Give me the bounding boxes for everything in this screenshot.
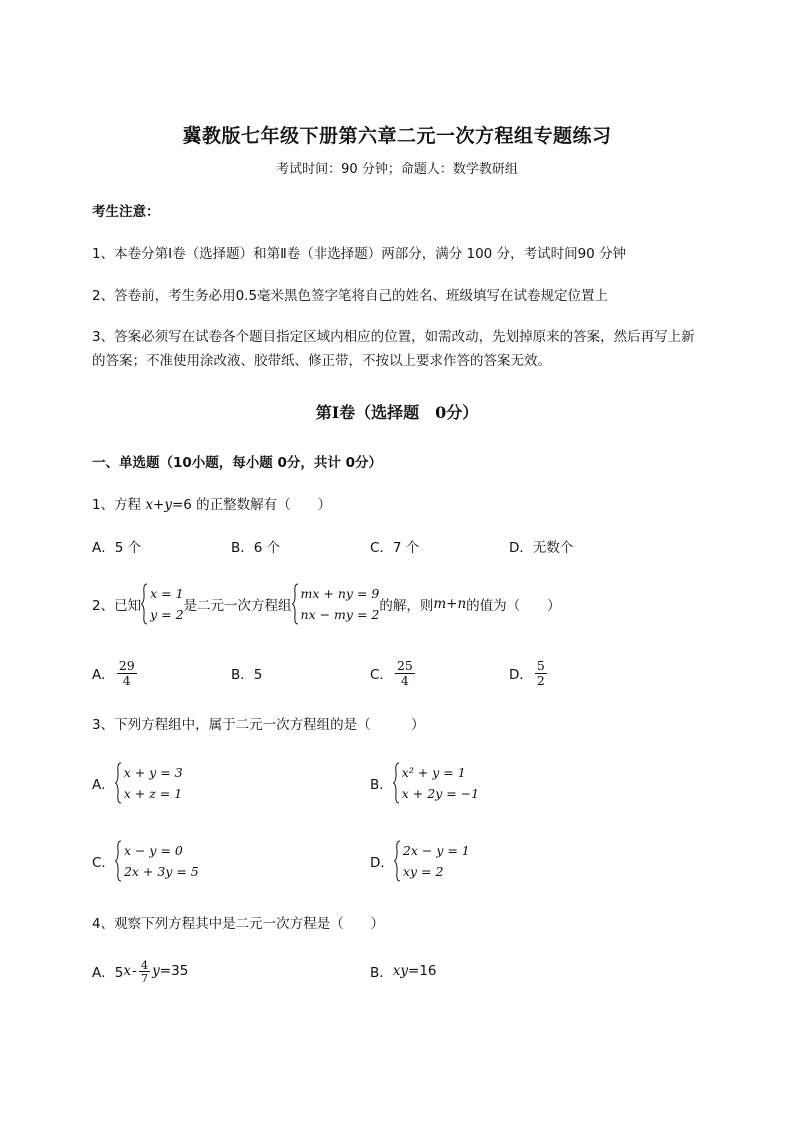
denominator: 7 (140, 970, 149, 985)
variable-xy: xy (392, 963, 409, 979)
q1-option-b[interactable]: B．6 个 (231, 540, 281, 556)
q2-after-text: 的解，则 (379, 598, 434, 614)
option-label: C． (92, 855, 115, 871)
option-label: D． (370, 855, 394, 871)
q1-prefix: 1、方程 (92, 497, 146, 513)
equation: x + z = 1 (123, 786, 183, 801)
equation-system (115, 840, 199, 882)
variable-x: x (123, 963, 131, 979)
option-label: D． (509, 667, 533, 683)
q1-suffix: =6 的正整数解有（ ） (171, 497, 332, 513)
brace-icon (115, 762, 122, 804)
page-subtitle: 考试时间：90 分钟；命题人：数学教研组 (276, 162, 518, 177)
brace-icon (141, 583, 148, 625)
q1-option-d[interactable]: D．无数个 (509, 540, 574, 556)
q3-option-a[interactable] (92, 761, 183, 805)
q3-option-d[interactable] (370, 839, 470, 883)
equation-system (393, 762, 479, 804)
section-title: 第Ⅰ卷（选择题 0分） (315, 403, 479, 422)
q1-option-c[interactable]: C．7 个 (370, 540, 420, 556)
fraction (117, 659, 137, 688)
q2-mid-text: 是二元一次方程组 (183, 598, 292, 614)
fraction (139, 959, 150, 984)
equation: mx + ny = 9 (300, 586, 380, 601)
notice-item-1: 1、本卷分第Ⅰ卷（选择题）和第Ⅱ卷（非选择题）两部分，满分 100 分，考试时间90 分钟 (92, 246, 627, 262)
part-heading: 一、单选题（10小题，每小题 0分，共计 0分） (92, 455, 382, 471)
question-2-stem (92, 581, 561, 627)
denominator: 4 (400, 672, 409, 688)
q3-option-b[interactable] (370, 761, 479, 805)
equation: x + 2y = −1 (401, 786, 480, 801)
denominator: 4 (122, 672, 131, 688)
equation: 2x + 3y = 5 (123, 864, 199, 879)
minus-sign: - (131, 963, 137, 979)
fraction (535, 659, 547, 688)
q4-option-b[interactable] (370, 953, 437, 989)
equation: 2x − y = 1 (402, 843, 470, 858)
brace-icon (394, 840, 401, 882)
option-label: C． (370, 667, 393, 683)
q2-option-c[interactable] (370, 655, 417, 691)
q2-prefix: 2、已知 (92, 598, 142, 614)
numerator: 25 (396, 657, 413, 673)
option-label: A． (92, 667, 115, 683)
equation: x − y = 0 (123, 843, 183, 858)
equation: y = 2 (150, 607, 184, 622)
equation-system (115, 762, 183, 804)
option-label: A． (92, 777, 115, 793)
denominator: 2 (536, 672, 545, 688)
equation-rest: =35 (159, 963, 189, 979)
option-label: B． (370, 965, 393, 981)
option-label: B．5 (231, 667, 263, 683)
equation: x = 1 (150, 586, 184, 601)
variable-y: y (152, 963, 160, 979)
q1-option-a[interactable]: A．5 个 (92, 540, 142, 556)
q1-expression: x+y (145, 497, 172, 513)
option-label: A．5 (92, 965, 124, 981)
equation: x² + y = 1 (401, 765, 466, 780)
brace-icon (115, 840, 122, 882)
question-1-stem (92, 493, 331, 513)
q2-equation-system (292, 583, 380, 625)
fraction (395, 659, 415, 688)
brace-icon (292, 583, 299, 625)
equation-system (394, 840, 470, 882)
question-3-stem: 3、下列方程组中，属于二元一次方程组的是（ ） (92, 717, 425, 733)
q4-option-a[interactable] (92, 953, 188, 989)
notice-item-3: 3、答案必须写在试卷各个题目指定区域内相应的位置，如需改动，先划掉原来的答案，然后再写上新的答案；不准使用涂改液、胶带纸、修正带，不按以上要求作答的答案无效。 (92, 329, 695, 369)
numerator: 5 (536, 657, 545, 673)
notice-heading: 考生注意： (92, 204, 160, 220)
numerator: 4 (140, 957, 149, 972)
numerator: 29 (118, 657, 135, 673)
q2-expression: m+n (433, 596, 467, 612)
q2-option-b[interactable] (231, 655, 262, 691)
page-title: 冀教版七年级下册第六章二元一次方程组专题练习 (182, 125, 612, 147)
q2-given-solution (141, 583, 183, 625)
brace-icon (393, 762, 400, 804)
equation: nx − my = 2 (300, 607, 380, 622)
question-4-stem: 4、观察下列方程其中是二元一次方程是（ ） (92, 916, 385, 932)
equation: x + y = 3 (123, 765, 183, 780)
q2-option-a[interactable] (92, 655, 139, 691)
notice-item-2: 2、答卷前，考生务必用0.5毫米黑色签字笔将自己的姓名、班级填写在试卷规定位置上 (92, 288, 609, 304)
q2-option-d[interactable] (509, 655, 549, 691)
q3-option-c[interactable] (92, 839, 199, 883)
q2-suffix: 的值为（ ） (466, 598, 561, 614)
option-label: B． (370, 777, 393, 793)
equation-rest: =16 (408, 963, 437, 979)
equation: xy = 2 (402, 864, 444, 879)
